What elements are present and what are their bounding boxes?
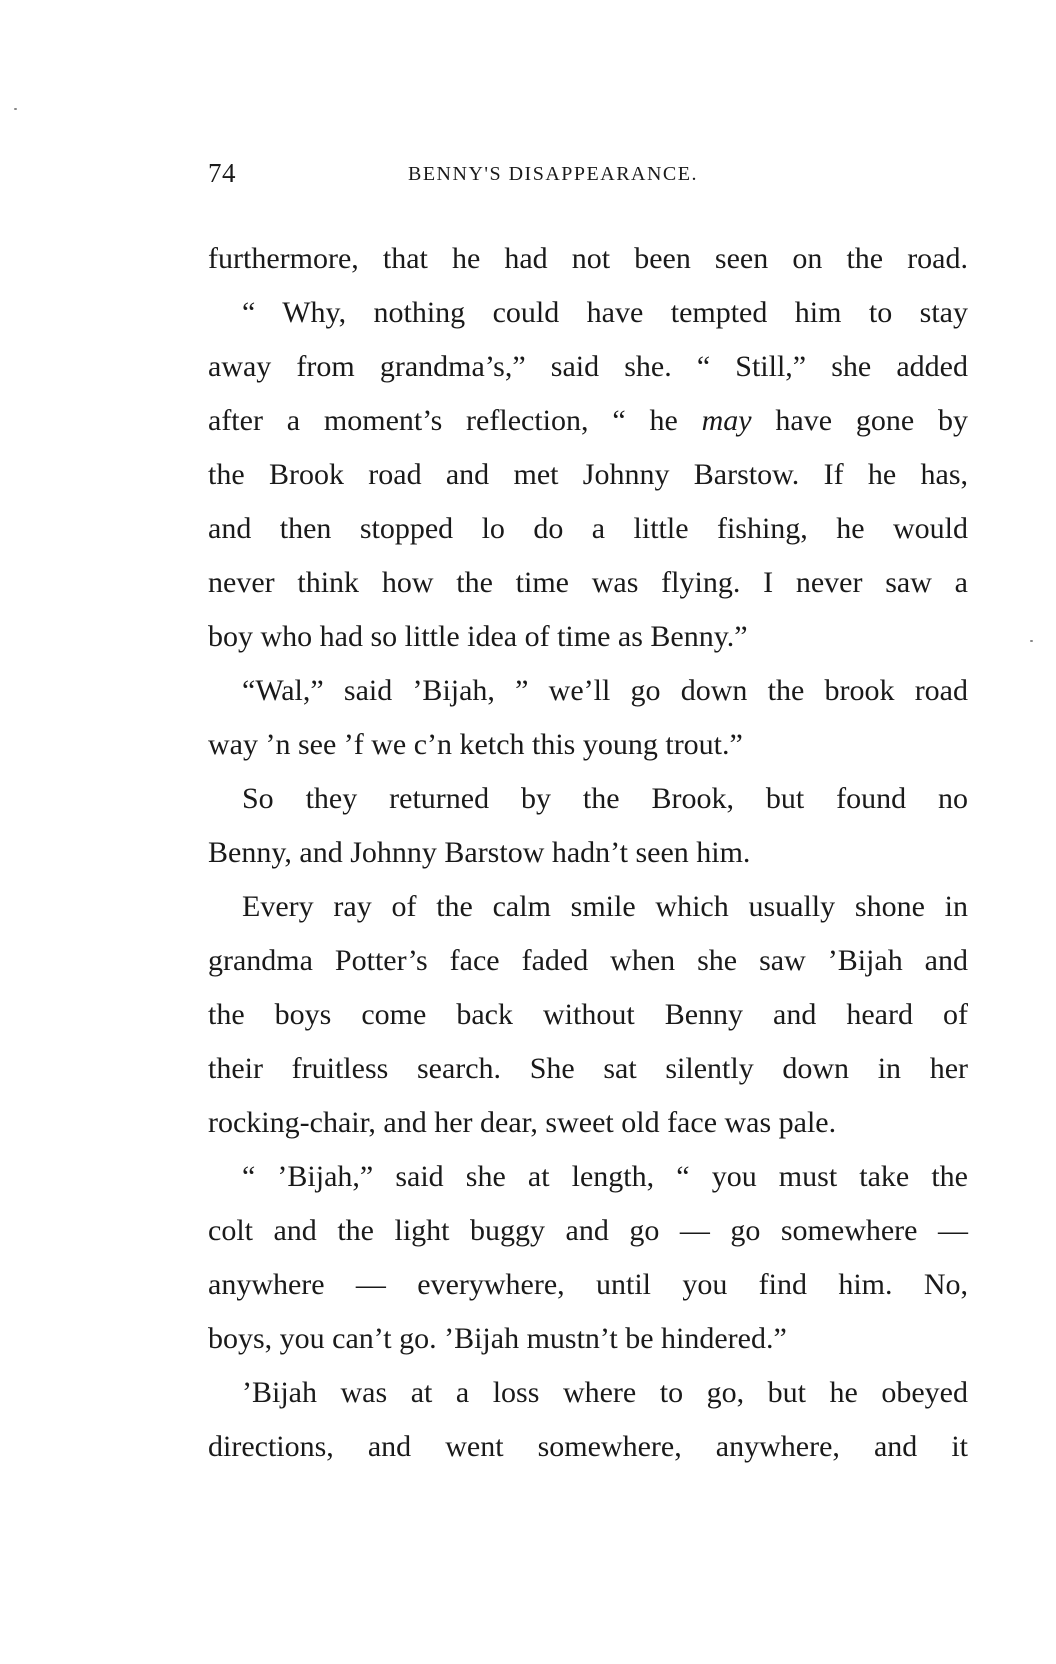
text-line: after a moment’s reflection, “ he may have gone by	[208, 404, 968, 437]
page-number: 74	[208, 158, 236, 188]
page-header	[208, 158, 968, 198]
paper-speck	[14, 108, 17, 110]
text-line: boy who had so little idea of time as Benny.”	[208, 620, 748, 653]
text-line: boys, you can’t go. ’Bijah mustn’t be hindered.”	[208, 1322, 787, 1355]
text-line: “ Why, nothing could have tempted him to stay	[242, 296, 968, 329]
text-line: “Wal,” said ’Bijah, ” we’ll go down the brook road	[242, 674, 968, 707]
body-text	[208, 232, 968, 1474]
text-line: never think how the time was flying. I never saw a	[208, 566, 968, 599]
text-line: grandma Potter’s face faded when she saw ’Bijah and	[208, 944, 968, 977]
text-line: So they returned by the Brook, but found no	[242, 782, 968, 815]
text-line: the boys come back without Benny and heard of	[208, 998, 968, 1031]
paper-speck	[1030, 640, 1033, 642]
text-line: the Brook road and met Johnny Barstow. If he has,	[208, 458, 968, 491]
text-line: rocking-chair, and her dear, sweet old face was pale.	[208, 1106, 837, 1139]
emphasized-word: may	[701, 404, 752, 437]
running-head: BENNY'S DISAPPEARANCE.	[408, 163, 698, 185]
text-line: way ’n see ’f we c’n ketch this young trout.”	[208, 728, 743, 761]
text-line: colt and the light buggy and go — go somewhere —	[208, 1214, 968, 1247]
text-line: directions, and went somewhere, anywhere, and it	[208, 1430, 968, 1463]
text-line: anywhere — everywhere, until you find him. No,	[208, 1268, 968, 1301]
text-line: furthermore, that he had not been seen on the road.	[208, 242, 968, 275]
text-line: Benny, and Johnny Barstow hadn’t seen him.	[208, 836, 751, 869]
text-line: away from grandma’s,” said she. “ Still,” she added	[208, 350, 968, 383]
text-line: “ ’Bijah,” said she at length, “ you must take the	[242, 1160, 968, 1193]
text-line: ’Bijah was at a loss where to go, but he obeyed	[242, 1376, 968, 1409]
text-line: their fruitless search. She sat silently down in her	[208, 1052, 968, 1085]
text-line: and then stopped lo do a little fishing, he would	[208, 512, 968, 545]
text-line: Every ray of the calm smile which usually shone in	[242, 890, 968, 923]
